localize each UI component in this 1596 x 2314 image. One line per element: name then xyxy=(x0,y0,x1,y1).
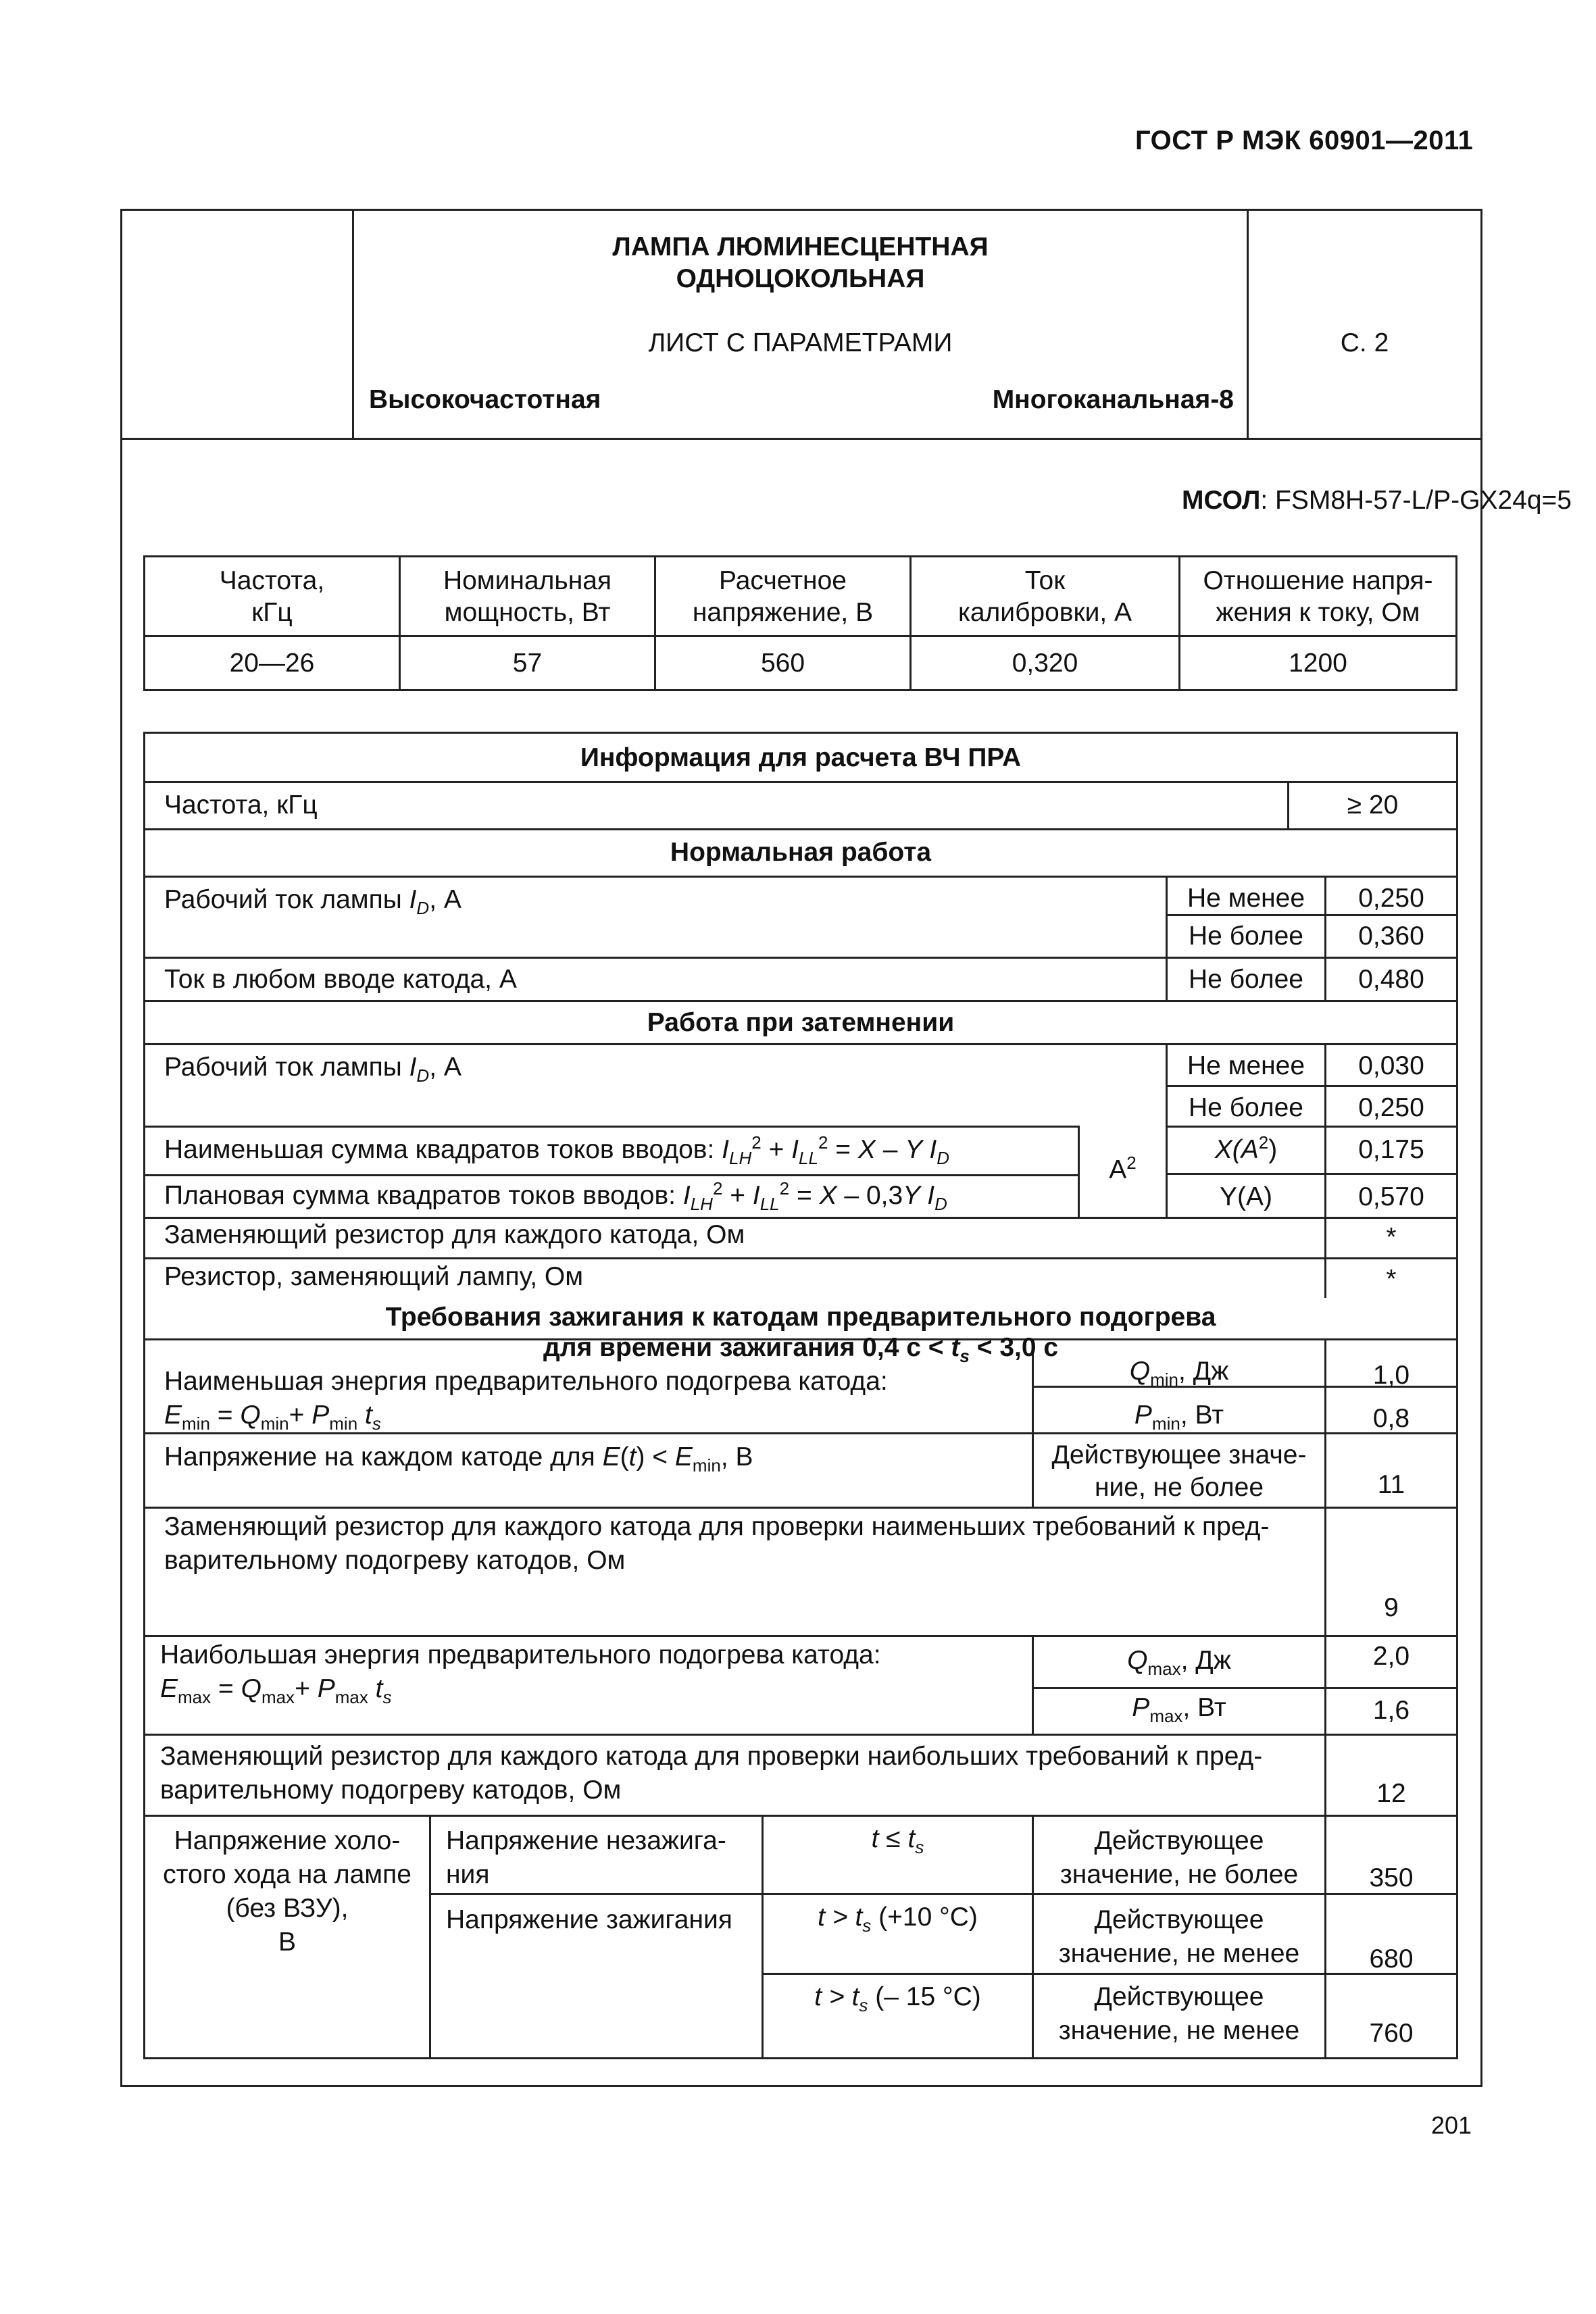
dim-max-label: Не более xyxy=(1189,1093,1303,1122)
dim-current-label: Рабочий ток лампы $I_D$, А xyxy=(164,1053,462,1086)
normal-min-label: Не менее xyxy=(1187,884,1305,913)
eff-noign-l2: значение, не более xyxy=(1059,1860,1299,1889)
cathode-current-value: 0,480 xyxy=(1358,965,1424,994)
v760-value: 760 xyxy=(1369,2019,1414,2048)
params-header-power: Номинальная мощность, Вт xyxy=(400,557,655,636)
oc-line1: Напряжение холо- xyxy=(174,1826,401,1855)
params-header-frequency: Частота, кГц xyxy=(145,557,400,636)
oc-line4: В xyxy=(278,1928,296,1957)
pmax-label: $P_{max}$, Вт xyxy=(1132,1693,1226,1726)
cathode-current-limit: Не более xyxy=(1189,965,1303,994)
params-value-power: 57 xyxy=(400,636,655,690)
params-value-current: 0,320 xyxy=(911,636,1180,690)
cathode-voltage-label: Напряжение на каждом катоде для $E(t) < E_{min}$, В xyxy=(164,1442,753,1476)
title-divider-right xyxy=(1247,211,1249,440)
cathode-voltage-eff1: Действующее значе- xyxy=(1051,1440,1307,1469)
title-bottom-line xyxy=(122,438,1480,440)
qmin-value: 1,0 xyxy=(1372,1361,1410,1390)
dim-title: Работа при затемнении xyxy=(647,1008,955,1037)
mcol-line xyxy=(663,484,1572,516)
normal-min-value: 0,250 xyxy=(1358,884,1424,913)
minres-value: 9 xyxy=(1384,1593,1399,1622)
normal-title: Нормальная работа xyxy=(670,838,932,867)
minres-line1: Заменяющий резистор для каждого катода для проверки наименьших требований к пред- xyxy=(164,1512,1270,1541)
qmin-label: $Q_{min}$, Дж xyxy=(1129,1357,1229,1390)
mcol-value: : FSM8H-57-L/P-GX24q=5 xyxy=(1260,486,1572,515)
maxres-line1: Заменяющий резистор для каждого катода для проверки наибольших требований к пред- xyxy=(160,1742,1263,1771)
y-label: Y(A) xyxy=(1220,1182,1272,1211)
maxres-value: 12 xyxy=(1376,1779,1406,1808)
noign-line2: ния xyxy=(446,1860,490,1889)
ign-voltage-label: Напряжение зажигания xyxy=(446,1905,732,1934)
dim-min-label: Не менее xyxy=(1187,1051,1305,1080)
v350-value: 350 xyxy=(1369,1863,1414,1892)
x-label: $X(A^2)$ xyxy=(1214,1132,1278,1164)
document-code: ГОСТ Р МЭК 60901—2011 xyxy=(1135,126,1474,155)
params-header-ratio: Отношение напря- жения к току, Ом xyxy=(1180,557,1457,636)
cond-noign: $t \le t_s$ xyxy=(871,1824,924,1857)
dim-max-value: 0,250 xyxy=(1358,1093,1424,1122)
freq-value: ≥ 20 xyxy=(1347,790,1399,820)
eff-noign-l1: Действующее xyxy=(1094,1826,1264,1855)
eff-ign1-l1: Действующее xyxy=(1094,1905,1264,1934)
lamp-res-label: Резистор, заменяющий лампу, Ом xyxy=(164,1262,584,1291)
params-value-ratio: 1200 xyxy=(1180,636,1457,690)
v680-value: 680 xyxy=(1369,1944,1414,1973)
eff-ign2-l2: значение, не менее xyxy=(1058,2016,1300,2045)
hf-title: Информация для расчета ВЧ ПРА xyxy=(580,743,1022,772)
maxres-line2: варительному подогреву катодов, Ом xyxy=(160,1776,622,1805)
noign-line1: Напряжение незажига- xyxy=(446,1826,726,1855)
cathode-voltage-eff2: ние, не более xyxy=(1094,1473,1264,1502)
eff-ign2-l1: Действующее xyxy=(1094,1982,1264,2011)
normal-max-label: Не более xyxy=(1189,922,1303,951)
cond-ign-minus15: $t > t_s$ (– 15 °C) xyxy=(814,1982,981,2015)
y-value: 0,570 xyxy=(1358,1182,1424,1211)
lamp-res-value: * xyxy=(1386,1265,1397,1294)
minres-line2: варительному подогреву катодов, Ом xyxy=(164,1546,626,1575)
a2-unit: $А^2$ xyxy=(1109,1153,1137,1184)
sub-res-value: * xyxy=(1386,1223,1397,1252)
title-line2: ОДНОЦОКОЛЬНАЯ xyxy=(676,264,925,293)
eff-ign1-l2: значение, не менее xyxy=(1058,1939,1300,1968)
page-number: 201 xyxy=(1431,2111,1472,2139)
params-header-current: Ток калибровки, А xyxy=(911,557,1180,636)
emin-label: Наименьшая энергия предварительного подогрева катода: xyxy=(164,1367,888,1396)
hf-table xyxy=(143,732,1458,2059)
title-line1: ЛАМПА ЛЮМИНЕСЦЕНТНАЯ xyxy=(612,232,989,261)
params-value-voltage: 560 xyxy=(655,636,911,690)
cond-ign-plus10: $t > t_s$ (+10 °C) xyxy=(818,1903,978,1936)
x-value: 0,175 xyxy=(1358,1135,1424,1164)
qmax-value: 2,0 xyxy=(1372,1642,1410,1671)
emin-formula: $E_{min} = Q_{min}+ P_{min}$ $t_s$ xyxy=(164,1401,381,1434)
emax-label: Наибольшая энергия предварительного подогрева катода: xyxy=(160,1640,881,1669)
title-left-label: Высокочастотная xyxy=(369,385,601,414)
least-sum-label: Наименьшая сумма квадратов токов вводов: $I_{LH}^2 + I_{LL}^2 = X - Y$ $I_D$ xyxy=(164,1132,950,1168)
plan-sum-label: Плановая сумма квадратов токов вводов: $I_{LH}^2 + I_{LL}^2 = X - 0,3Y$ $I_D$ xyxy=(164,1178,947,1214)
oc-line2: стого хода на лампе xyxy=(163,1860,412,1889)
normal-current-label: Рабочий ток лампы $I_D$, А xyxy=(164,885,462,918)
mcol-label: МСОЛ xyxy=(1181,486,1261,515)
cathode-voltage-value: 11 xyxy=(1377,1470,1405,1499)
oc-line3: (без ВЗУ), xyxy=(226,1894,349,1923)
params-value-frequency: 20—26 xyxy=(145,636,400,690)
qmax-label: $Q_{max}$, Дж xyxy=(1127,1646,1231,1679)
ign-title-line2: для времени зажигания 0,4 $с < t_s < 3,0$ с xyxy=(543,1333,1059,1366)
pmin-value: 0,8 xyxy=(1372,1404,1410,1433)
emax-formula: $E_{max} = Q_{max}+ P_{max}$ $t_s$ xyxy=(160,1674,392,1707)
cathode-current-label: Ток в любом вводе катода, А xyxy=(164,965,517,994)
pmax-value: 1,6 xyxy=(1372,1696,1410,1725)
subtitle: ЛИСТ С ПАРАМЕТРАМИ xyxy=(648,328,953,357)
dim-min-value: 0,030 xyxy=(1358,1051,1424,1080)
sheet-number: С. 2 xyxy=(1340,328,1389,357)
freq-label: Частота, кГц xyxy=(164,790,318,820)
sub-res-label: Заменяющий резистор для каждого катода, Ом xyxy=(164,1220,745,1249)
title-right-label: Многоканальная-8 xyxy=(992,385,1234,414)
ign-title-line1: Требования зажигания к катодам предварительного подогрева xyxy=(385,1303,1216,1332)
normal-max-value: 0,360 xyxy=(1358,922,1424,951)
pmin-label: $P_{min}$, Вт xyxy=(1134,1401,1224,1434)
params-header-voltage: Расчетное напряжение, В xyxy=(655,557,911,636)
params-table xyxy=(143,555,1457,691)
